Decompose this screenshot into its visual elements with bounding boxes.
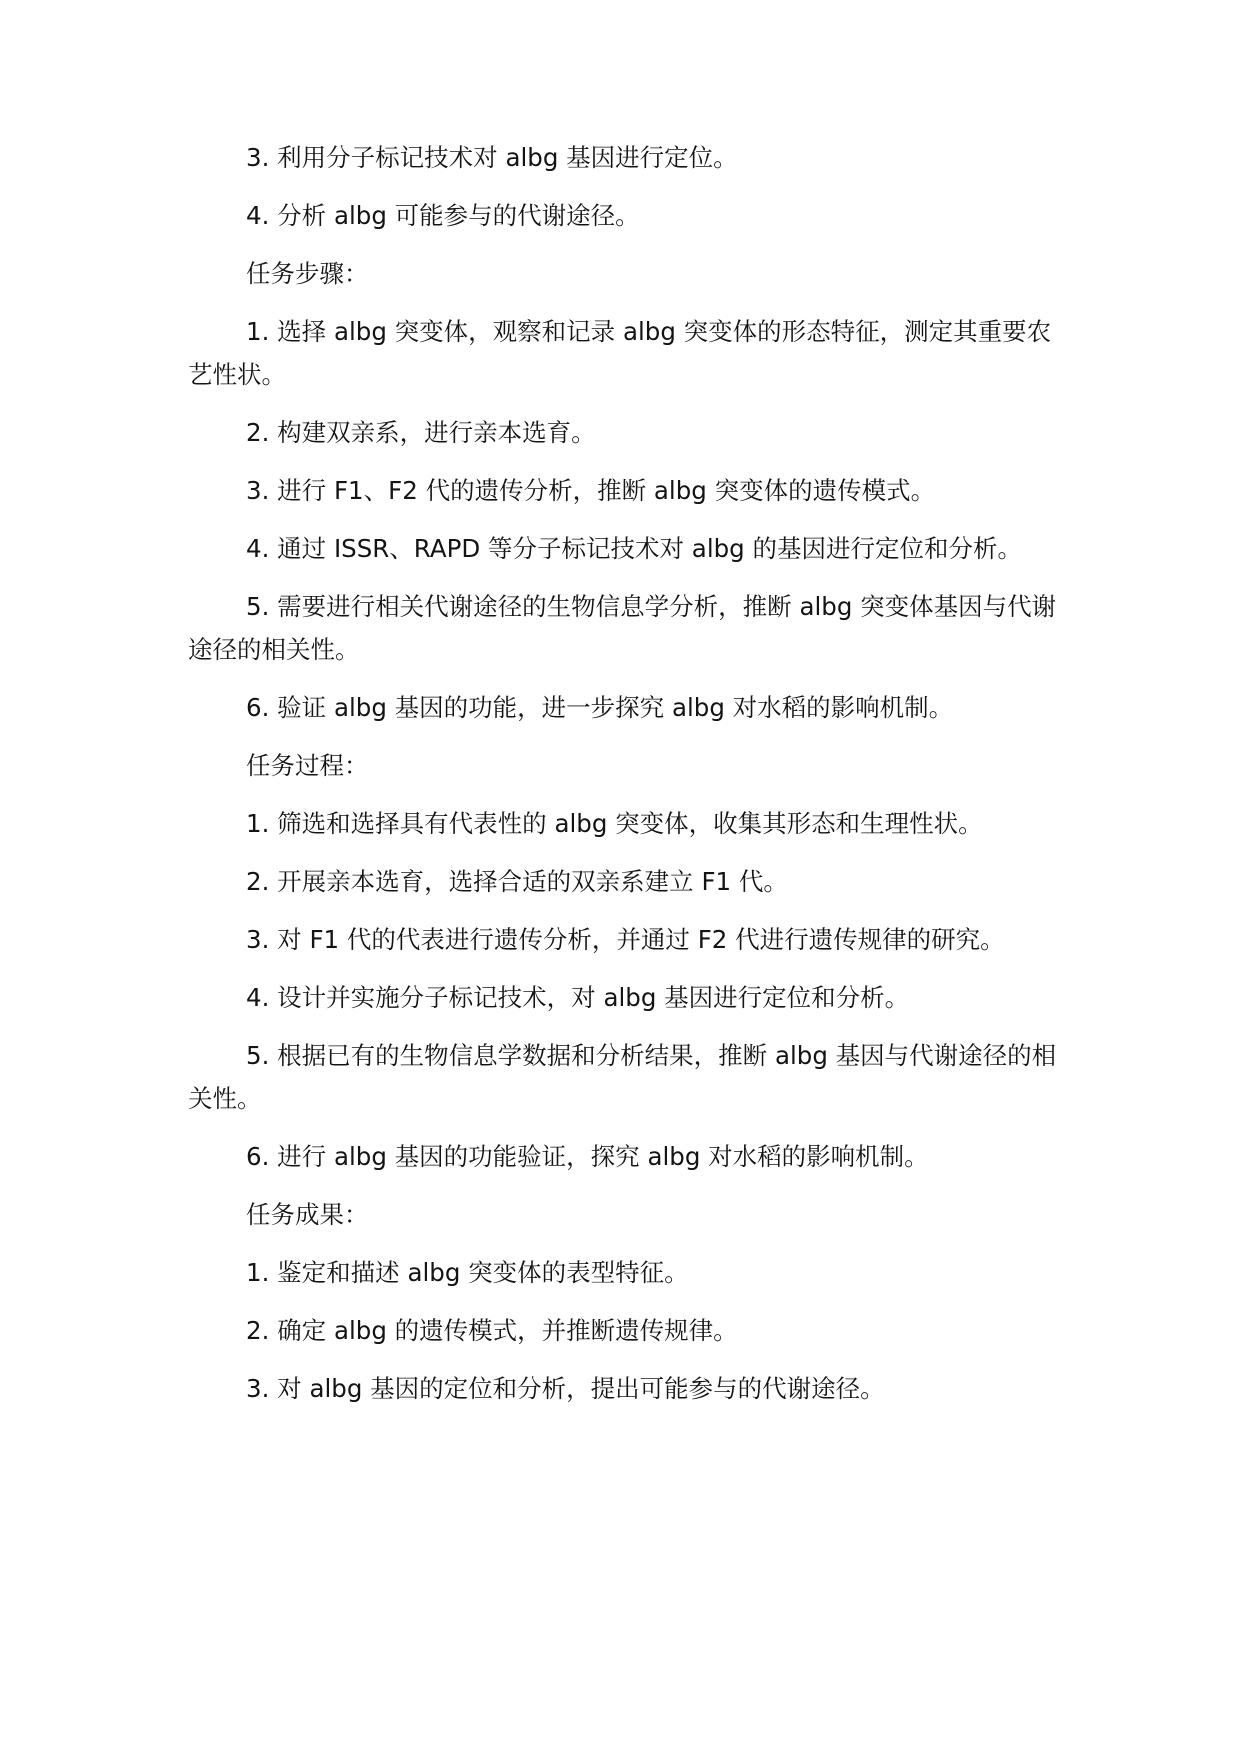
paragraph-step-1: 1. 选择 albg 突变体，观察和记录 albg 突变体的形态特征，测定其重要农艺性状。 [188, 317, 1052, 389]
section-heading-results: 任务成果： [246, 1200, 369, 1229]
section-heading-steps: 任务步骤： [246, 259, 369, 288]
paragraph-result-2: 2. 确定 albg 的遗传模式，并推断遗传规律。 [246, 1316, 738, 1345]
paragraph-goal-3: 3. 利用分子标记技术对 albg 基因进行定位。 [246, 143, 738, 172]
paragraph-step-2: 2. 构建双亲系，进行亲本选育。 [246, 418, 596, 447]
paragraph-result-1: 1. 鉴定和描述 albg 突变体的表型特征。 [246, 1258, 689, 1287]
paragraph-process-6: 6. 进行 albg 基因的功能验证，探究 albg 对水稻的影响机制。 [246, 1142, 929, 1171]
paragraph-step-3: 3. 进行 F1、F2 代的遗传分析，推断 albg 突变体的遗传模式。 [246, 476, 936, 505]
paragraph-result-3: 3. 对 albg 基因的定位和分析，提出可能参与的代谢途径。 [246, 1374, 885, 1403]
paragraph-step-4: 4. 通过 ISSR、RAPD 等分子标记技术对 albg 的基因进行定位和分析。 [246, 534, 1023, 563]
paragraph-process-3: 3. 对 F1 代的代表进行遗传分析，并通过 F2 代进行遗传规律的研究。 [246, 925, 1005, 954]
paragraph-process-4: 4. 设计并实施分子标记技术，对 albg 基因进行定位和分析。 [246, 983, 910, 1012]
section-heading-process: 任务过程： [246, 751, 369, 780]
paragraph-process-1: 1. 筛选和选择具有代表性的 albg 突变体，收集其形态和生理性状。 [246, 809, 983, 838]
paragraph-step-6: 6. 验证 albg 基因的功能，进一步探究 albg 对水稻的影响机制。 [246, 693, 954, 722]
paragraph-process-5: 5. 根据已有的生物信息学数据和分析结果，推断 albg 基因与代谢途径的相关性。 [188, 1041, 1057, 1113]
paragraph-goal-4: 4. 分析 albg 可能参与的代谢途径。 [246, 201, 640, 230]
paragraph-process-2: 2. 开展亲本选育，选择合适的双亲系建立 F1 代。 [246, 867, 788, 896]
paragraph-step-5: 5. 需要进行相关代谢途径的生物信息学分析，推断 albg 突变体基因与代谢途径的相关性。 [188, 592, 1057, 664]
